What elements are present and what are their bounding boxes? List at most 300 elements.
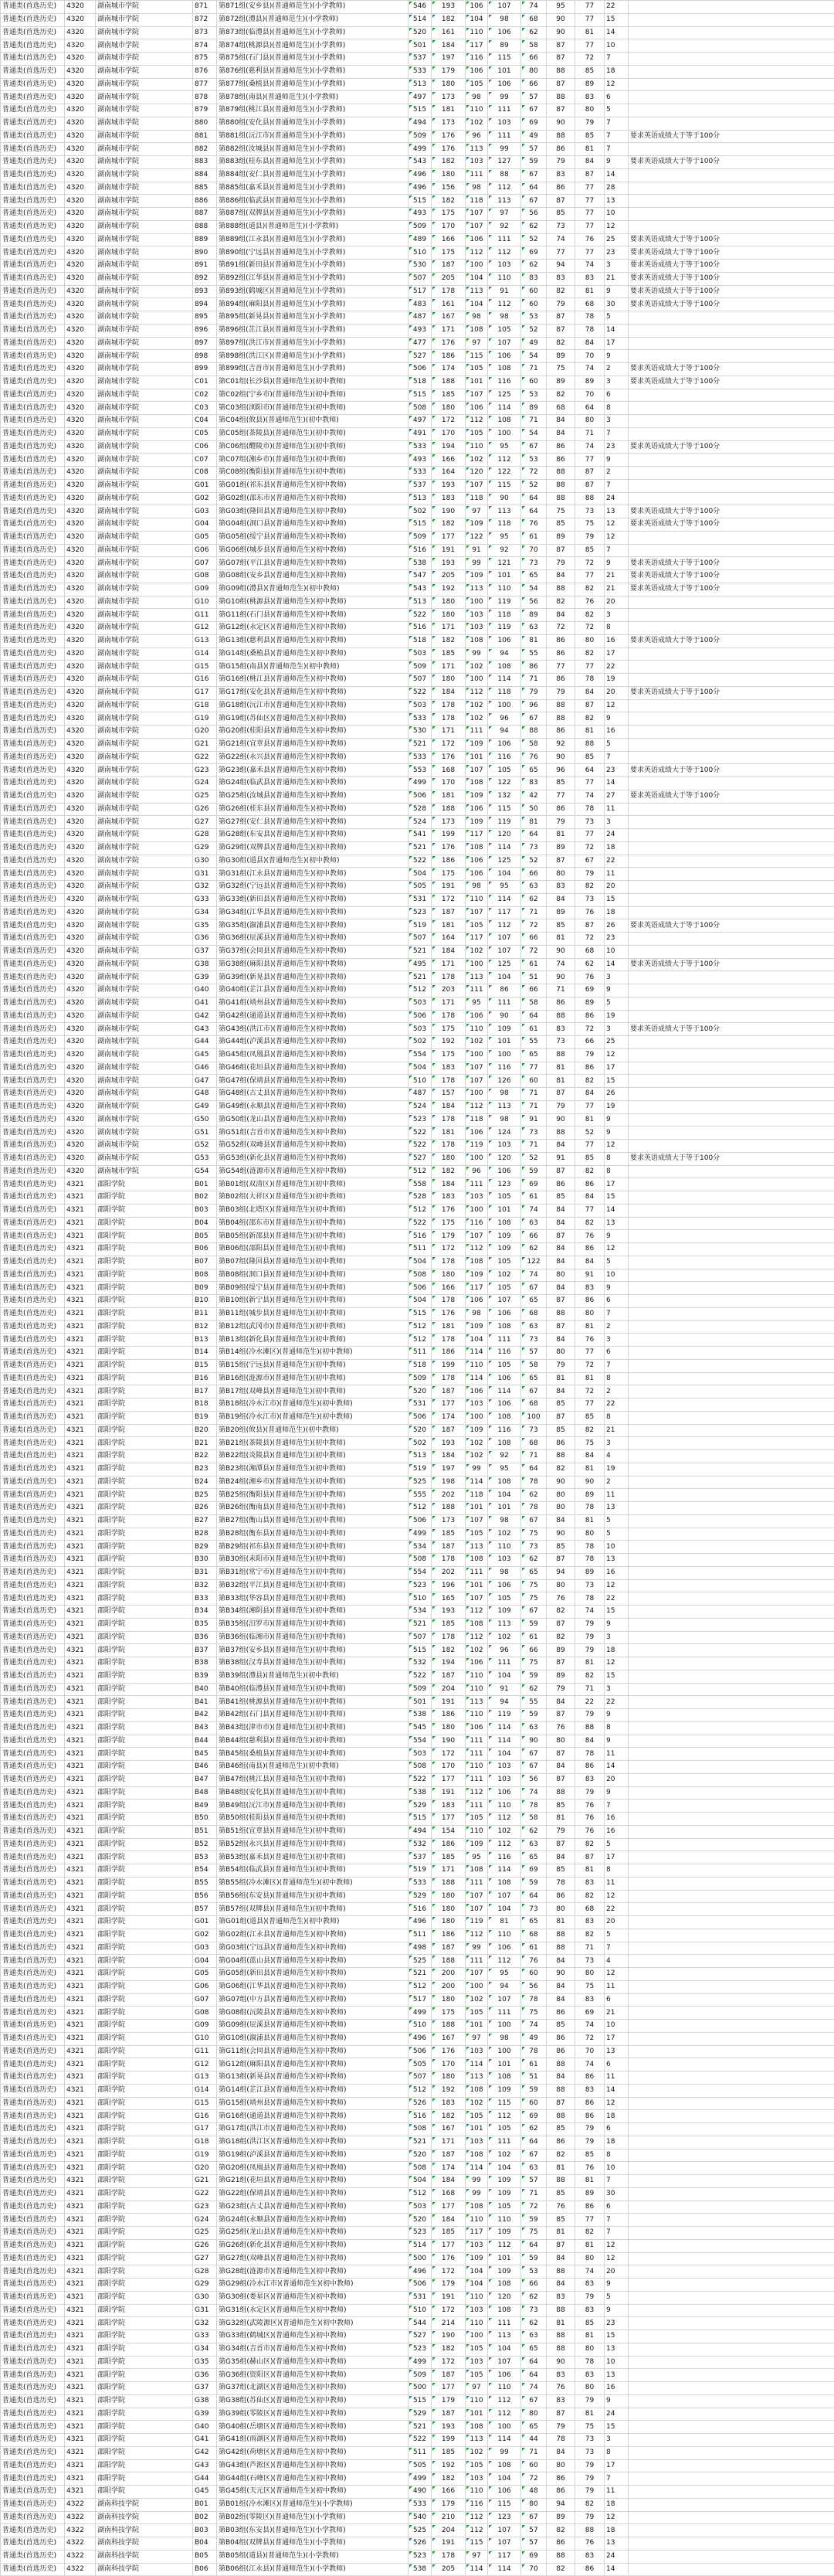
group-code-cell[interactable]: G37 [193, 2382, 217, 2395]
category-cell[interactable]: 普通类(首选历史) [1, 906, 65, 919]
group-code-cell[interactable]: G05 [193, 1968, 217, 1981]
school-code-cell[interactable]: 4320 [65, 143, 96, 156]
group-code-cell[interactable]: B45 [193, 1748, 217, 1761]
score-5-cell[interactable]: 83 [547, 272, 575, 285]
score-6-cell[interactable]: 73 [575, 816, 605, 829]
score-3-cell[interactable]: 104 [488, 971, 521, 984]
school-name-cell[interactable]: 湖南城市学院 [96, 971, 193, 984]
school-name-cell[interactable]: 邵阳学院 [96, 1838, 193, 1851]
category-cell[interactable]: 普通类(首选历史) [1, 751, 65, 764]
score-1-cell[interactable]: 166 [432, 233, 466, 246]
rank-cell[interactable]: 22 [605, 1398, 629, 1412]
school-name-cell[interactable]: 邵阳学院 [96, 1696, 193, 1709]
score-4-cell[interactable]: 52 [521, 324, 547, 337]
total-score-cell[interactable]: 526 [409, 2537, 432, 2551]
score-6-cell[interactable]: 81 [575, 285, 605, 298]
score-6-cell[interactable]: 73 [575, 893, 605, 906]
school-name-cell[interactable]: 邵阳学院 [96, 1592, 193, 1606]
score-2-cell[interactable]: 107 [466, 1890, 488, 1903]
school-name-cell[interactable]: 邵阳学院 [96, 1631, 193, 1644]
score-4-cell[interactable]: 49 [521, 2032, 547, 2045]
group-code-cell[interactable]: G19 [193, 712, 217, 726]
score-4-cell[interactable]: 81 [521, 634, 547, 647]
school-name-cell[interactable]: 湖南城市学院 [96, 311, 193, 325]
score-2-cell[interactable]: 108 [466, 1554, 488, 1567]
score-6-cell[interactable]: 82 [575, 647, 605, 661]
note-cell[interactable] [629, 1178, 834, 1191]
total-score-cell[interactable]: 522 [409, 1140, 432, 1153]
score-1-cell[interactable]: 183 [432, 1191, 466, 1205]
score-1-cell[interactable]: 178 [432, 1010, 466, 1023]
category-cell[interactable]: 普通类(首选历史) [1, 674, 65, 687]
school-name-cell[interactable]: 湖南城市学院 [96, 337, 193, 350]
score-1-cell[interactable]: 172 [432, 2265, 466, 2279]
score-3-cell[interactable]: 119 [488, 596, 521, 609]
score-4-cell[interactable]: 65 [521, 1295, 547, 1308]
total-score-cell[interactable]: 515 [409, 389, 432, 402]
group-code-cell[interactable]: G50 [193, 1113, 217, 1127]
category-cell[interactable]: 普通类(首选历史) [1, 1761, 65, 1774]
group-code-cell[interactable]: G09 [193, 2020, 217, 2033]
score-2-cell[interactable]: 96 [466, 1165, 488, 1178]
school-name-cell[interactable]: 湖南城市学院 [96, 156, 193, 169]
score-5-cell[interactable]: 86 [547, 2032, 575, 2045]
school-name-cell[interactable]: 湖南科技学院 [96, 2524, 193, 2537]
total-score-cell[interactable]: 523 [409, 2227, 432, 2240]
school-code-cell[interactable]: 4321 [65, 1424, 96, 1437]
score-3-cell[interactable]: 107 [488, 1295, 521, 1308]
group-name-cell[interactable]: 第G24组(永顺县)(普通师范生)(初中教师) [217, 2214, 409, 2227]
score-4-cell[interactable]: 55 [521, 647, 547, 661]
group-name-cell[interactable]: 第G45组(凤凰县)(普通师范生)(初中教师) [217, 1048, 409, 1062]
category-cell[interactable]: 普通类(首选历史) [1, 1864, 65, 1878]
school-name-cell[interactable]: 邵阳学院 [96, 1347, 193, 1360]
total-score-cell[interactable]: 518 [409, 376, 432, 389]
note-cell[interactable] [629, 117, 834, 130]
category-cell[interactable]: 普通类(首选历史) [1, 2007, 65, 2020]
score-3-cell[interactable]: 111 [488, 2136, 521, 2149]
rank-cell[interactable]: 11 [605, 1980, 629, 1993]
score-2-cell[interactable]: 103 [466, 1398, 488, 1412]
score-5-cell[interactable]: 87 [547, 39, 575, 53]
note-cell[interactable]: 要求英语成绩大于等于100分 [629, 298, 834, 311]
school-code-cell[interactable]: 4321 [65, 1269, 96, 1282]
score-6-cell[interactable]: 76 [575, 2162, 605, 2175]
school-code-cell[interactable]: 4320 [65, 168, 96, 182]
score-2-cell[interactable]: 105 [466, 427, 488, 440]
score-5-cell[interactable]: 87 [547, 53, 575, 66]
score-6-cell[interactable]: 77 [575, 454, 605, 467]
rank-cell[interactable]: 12 [605, 1579, 629, 1592]
rank-cell[interactable]: 20 [605, 596, 629, 609]
note-cell[interactable] [629, 2486, 834, 2499]
score-2-cell[interactable]: 98 [466, 881, 488, 894]
group-code-cell[interactable]: G47 [193, 1075, 217, 1088]
score-1-cell[interactable]: 184 [432, 1100, 466, 1113]
group-name-cell[interactable]: 第G04组(蓝山县)(普通师范生)(初中教师) [217, 1955, 409, 1968]
rank-cell[interactable]: 7 [605, 2227, 629, 2240]
category-cell[interactable]: 普通类(首选历史) [1, 2459, 65, 2472]
score-5-cell[interactable]: 81 [547, 2162, 575, 2175]
group-code-cell[interactable]: B32 [193, 1579, 217, 1592]
category-cell[interactable]: 普通类(首选历史) [1, 350, 65, 363]
school-code-cell[interactable]: 4320 [65, 933, 96, 946]
school-code-cell[interactable]: 4320 [65, 531, 96, 544]
score-4-cell[interactable]: 61 [521, 531, 547, 544]
score-2-cell[interactable]: 113 [466, 143, 488, 156]
school-name-cell[interactable]: 邵阳学院 [96, 2369, 193, 2382]
total-score-cell[interactable]: 508 [409, 2123, 432, 2136]
note-cell[interactable] [629, 868, 834, 881]
category-cell[interactable]: 普通类(首选历史) [1, 1968, 65, 1981]
group-code-cell[interactable]: B30 [193, 1554, 217, 1567]
score-3-cell[interactable]: 114 [488, 1735, 521, 1748]
score-5-cell[interactable]: 90 [547, 971, 575, 984]
score-1-cell[interactable]: 214 [432, 2317, 466, 2330]
rank-cell[interactable]: 8 [605, 402, 629, 415]
score-6-cell[interactable]: 62 [575, 958, 605, 971]
score-2-cell[interactable]: 118 [466, 492, 488, 505]
group-name-cell[interactable]: 第G21组(宜章县)(普通师范生)(初中教师) [217, 738, 409, 751]
score-2-cell[interactable]: 103 [466, 2472, 488, 2486]
rank-cell[interactable]: 7 [605, 53, 629, 66]
note-cell[interactable]: 要求英语成绩大于等于100分 [629, 156, 834, 169]
school-name-cell[interactable]: 湖南城市学院 [96, 634, 193, 647]
group-code-cell[interactable]: G06 [193, 1980, 217, 1993]
category-cell[interactable]: 普通类(首选历史) [1, 997, 65, 1010]
score-5-cell[interactable]: 82 [547, 2149, 575, 2162]
group-code-cell[interactable]: G22 [193, 751, 217, 764]
score-1-cell[interactable]: 182 [432, 1644, 466, 1657]
score-3-cell[interactable]: 108 [488, 2071, 521, 2085]
score-1-cell[interactable]: 185 [432, 1528, 466, 1541]
school-name-cell[interactable]: 湖南城市学院 [96, 1113, 193, 1127]
total-score-cell[interactable]: 527 [409, 1152, 432, 1165]
score-4-cell[interactable]: 65 [521, 1566, 547, 1579]
total-score-cell[interactable]: 522 [409, 686, 432, 699]
score-2-cell[interactable]: 110 [466, 1761, 488, 1774]
group-code-cell[interactable]: 880 [193, 117, 217, 130]
total-score-cell[interactable]: 521 [409, 2136, 432, 2149]
group-code-cell[interactable]: G41 [193, 2434, 217, 2447]
note-cell[interactable] [629, 220, 834, 233]
score-4-cell[interactable]: 71 [521, 415, 547, 428]
score-3-cell[interactable]: 114 [488, 841, 521, 855]
note-cell[interactable] [629, 2472, 834, 2486]
score-1-cell[interactable]: 184 [432, 2175, 466, 2188]
group-name-cell[interactable]: 第G45组(天元区)(普通师范生)(初中教师) [217, 2486, 409, 2499]
score-3-cell[interactable]: 106 [488, 2486, 521, 2499]
score-2-cell[interactable]: 95 [466, 997, 488, 1010]
category-cell[interactable]: 普通类(首选历史) [1, 841, 65, 855]
score-6-cell[interactable]: 85 [575, 65, 605, 78]
score-6-cell[interactable]: 72 [575, 2032, 605, 2045]
score-5-cell[interactable]: 88 [547, 479, 575, 492]
category-cell[interactable]: 普通类(首选历史) [1, 1230, 65, 1243]
rank-cell[interactable]: 19 [605, 674, 629, 687]
score-6-cell[interactable]: 80 [575, 634, 605, 647]
total-score-cell[interactable]: 528 [409, 803, 432, 816]
score-3-cell[interactable]: 89 [488, 39, 521, 53]
score-1-cell[interactable]: 170 [432, 427, 466, 440]
group-code-cell[interactable]: 893 [193, 285, 217, 298]
note-cell[interactable]: 要求英语成绩大于等于100分 [629, 570, 834, 583]
total-score-cell[interactable]: 527 [409, 2330, 432, 2343]
group-code-cell[interactable]: B14 [193, 1347, 217, 1360]
school-code-cell[interactable]: 4321 [65, 1282, 96, 1295]
score-3-cell[interactable]: 81 [488, 1916, 521, 1929]
score-6-cell[interactable]: 73 [575, 2434, 605, 2447]
total-score-cell[interactable]: 498 [409, 1942, 432, 1955]
school-code-cell[interactable]: 4320 [65, 454, 96, 467]
score-4-cell[interactable]: 78 [521, 1993, 547, 2007]
note-cell[interactable] [629, 1256, 834, 1269]
note-cell[interactable] [629, 2356, 834, 2369]
score-5-cell[interactable]: 80 [547, 1502, 575, 1515]
category-cell[interactable]: 普通类(首选历史) [1, 1372, 65, 1385]
score-5-cell[interactable]: 84 [547, 1980, 575, 1993]
score-4-cell[interactable]: 57 [521, 2175, 547, 2188]
score-3-cell[interactable]: 92 [488, 544, 521, 557]
category-cell[interactable]: 普通类(首选历史) [1, 2498, 65, 2511]
score-4-cell[interactable]: 56 [521, 208, 547, 221]
group-code-cell[interactable]: B16 [193, 1372, 217, 1385]
score-5-cell[interactable]: 89 [547, 906, 575, 919]
note-cell[interactable] [629, 1786, 834, 1799]
group-name-cell[interactable]: 第G28组(涟源市)(普通师范生)(初中教师) [217, 2265, 409, 2279]
score-3-cell[interactable]: 109 [488, 2227, 521, 2240]
school-code-cell[interactable]: 4320 [65, 479, 96, 492]
category-cell[interactable]: 普通类(首选历史) [1, 557, 65, 570]
group-name-cell[interactable]: 第G48组(古丈县)(普通师范生)(初中教师) [217, 1088, 409, 1101]
school-code-cell[interactable]: 4321 [65, 1334, 96, 1347]
group-name-cell[interactable]: 第G05组(绥宁县)(普通师范生)(初中教师) [217, 531, 409, 544]
score-1-cell[interactable]: 187 [432, 2408, 466, 2421]
school-code-cell[interactable]: 4321 [65, 2007, 96, 2020]
group-code-cell[interactable]: G12 [193, 2058, 217, 2071]
score-6-cell[interactable]: 86 [575, 2071, 605, 2085]
category-cell[interactable]: 普通类(首选历史) [1, 1411, 65, 1424]
score-4-cell[interactable]: 70 [521, 2563, 547, 2576]
school-name-cell[interactable]: 湖南城市学院 [96, 467, 193, 480]
group-code-cell[interactable]: B19 [193, 1411, 217, 1424]
group-code-cell[interactable]: G29 [193, 2279, 217, 2292]
score-1-cell[interactable]: 176 [432, 143, 466, 156]
group-code-cell[interactable]: B37 [193, 1644, 217, 1657]
score-6-cell[interactable]: 72 [575, 841, 605, 855]
rank-cell[interactable]: 9 [605, 454, 629, 467]
category-cell[interactable]: 普通类(首选历史) [1, 1670, 65, 1683]
school-name-cell[interactable]: 湖南城市学院 [96, 376, 193, 389]
score-4-cell[interactable]: 72 [521, 945, 547, 958]
note-cell[interactable] [629, 1424, 834, 1437]
rank-cell[interactable]: 11 [605, 2071, 629, 2085]
group-code-cell[interactable]: G24 [193, 777, 217, 790]
score-2-cell[interactable]: 113 [466, 2434, 488, 2447]
group-code-cell[interactable]: B11 [193, 1307, 217, 1320]
score-3-cell[interactable]: 118 [488, 518, 521, 532]
note-cell[interactable]: 要求英语成绩大于等于100分 [629, 246, 834, 260]
total-score-cell[interactable]: 506 [409, 1411, 432, 1424]
note-cell[interactable] [629, 2279, 834, 2292]
school-name-cell[interactable]: 邵阳学院 [96, 1773, 193, 1786]
score-2-cell[interactable]: 107 [466, 1075, 488, 1088]
note-cell[interactable] [629, 829, 834, 842]
score-1-cell[interactable]: 180 [432, 1269, 466, 1282]
score-6-cell[interactable]: 77 [575, 1100, 605, 1113]
score-5-cell[interactable]: 86 [547, 2136, 575, 2149]
score-6-cell[interactable]: 83 [575, 272, 605, 285]
group-name-cell[interactable]: 第C02组(宁乡市)(普通师范生)(初中教师) [217, 389, 409, 402]
score-1-cell[interactable]: 187 [432, 906, 466, 919]
total-score-cell[interactable]: 521 [409, 738, 432, 751]
score-1-cell[interactable]: 179 [432, 2279, 466, 2292]
rank-cell[interactable]: 8 [605, 1152, 629, 1165]
category-cell[interactable]: 普通类(首选历史) [1, 2175, 65, 2188]
score-4-cell[interactable]: 58 [521, 39, 547, 53]
total-score-cell[interactable]: 514 [409, 2239, 432, 2252]
school-name-cell[interactable]: 湖南城市学院 [96, 609, 193, 622]
score-5-cell[interactable]: 88 [547, 2175, 575, 2188]
score-3-cell[interactable]: 102 [488, 1528, 521, 1541]
school-name-cell[interactable]: 湖南科技学院 [96, 2550, 193, 2563]
total-score-cell[interactable]: 541 [409, 829, 432, 842]
group-code-cell[interactable]: B56 [193, 1890, 217, 1903]
group-code-cell[interactable]: G05 [193, 531, 217, 544]
group-name-cell[interactable]: 第G02组(邵东市)(普通师范生)(初中教师) [217, 492, 409, 505]
score-4-cell[interactable]: 64 [521, 829, 547, 842]
group-name-cell[interactable]: 第G15组(南县)(普通师范生)(初中教师) [217, 661, 409, 674]
score-3-cell[interactable]: 109 [488, 1023, 521, 1036]
score-3-cell[interactable]: 105 [488, 1592, 521, 1606]
score-1-cell[interactable]: 205 [432, 570, 466, 583]
score-3-cell[interactable]: 125 [488, 958, 521, 971]
school-name-cell[interactable]: 邵阳学院 [96, 1230, 193, 1243]
score-3-cell[interactable]: 88 [488, 168, 521, 182]
score-1-cell[interactable]: 175 [432, 2007, 466, 2020]
category-cell[interactable]: 普通类(首选历史) [1, 156, 65, 169]
school-name-cell[interactable]: 湖南城市学院 [96, 324, 193, 337]
score-6-cell[interactable]: 52 [575, 1127, 605, 1140]
school-name-cell[interactable]: 湖南城市学院 [96, 246, 193, 260]
score-4-cell[interactable]: 49 [521, 337, 547, 350]
rank-cell[interactable]: 25 [605, 233, 629, 246]
score-5-cell[interactable]: 86 [547, 634, 575, 647]
score-3-cell[interactable]: 102 [488, 1825, 521, 1838]
school-code-cell[interactable]: 4321 [65, 1256, 96, 1269]
total-score-cell[interactable]: 483 [409, 298, 432, 311]
note-cell[interactable] [629, 2382, 834, 2395]
total-score-cell[interactable]: 491 [409, 427, 432, 440]
total-score-cell[interactable]: 508 [409, 1554, 432, 1567]
category-cell[interactable]: 普通类(首选历史) [1, 1204, 65, 1217]
score-3-cell[interactable]: 120 [488, 2291, 521, 2304]
score-3-cell[interactable]: 109 [488, 2265, 521, 2279]
total-score-cell[interactable]: 533 [409, 440, 432, 454]
note-cell[interactable] [629, 78, 834, 91]
school-code-cell[interactable]: 4321 [65, 1761, 96, 1774]
group-name-cell[interactable]: 第G28组(东安县)(普通师范生)(初中教师) [217, 829, 409, 842]
score-1-cell[interactable]: 172 [432, 2356, 466, 2369]
score-3-cell[interactable]: 113 [488, 2330, 521, 2343]
group-name-cell[interactable]: 第B20组(攸县)(普通师范生)(初中教师) [217, 1424, 409, 1437]
note-cell[interactable] [629, 1657, 834, 1670]
score-5-cell[interactable]: 86 [547, 726, 575, 739]
score-4-cell[interactable]: 76 [521, 751, 547, 764]
score-5-cell[interactable]: 79 [547, 156, 575, 169]
category-cell[interactable]: 普通类(首选历史) [1, 2394, 65, 2408]
group-code-cell[interactable]: B55 [193, 1877, 217, 1890]
rank-cell[interactable]: 22 [605, 1696, 629, 1709]
rank-cell[interactable]: 12 [605, 2252, 629, 2265]
rank-cell[interactable]: 9 [605, 1282, 629, 1295]
total-score-cell[interactable]: 496 [409, 2265, 432, 2279]
total-score-cell[interactable]: 534 [409, 1606, 432, 1619]
score-3-cell[interactable]: 100 [488, 1048, 521, 1062]
score-1-cell[interactable]: 171 [432, 661, 466, 674]
score-5-cell[interactable]: 84 [547, 1955, 575, 1968]
school-name-cell[interactable]: 湖南城市学院 [96, 168, 193, 182]
total-score-cell[interactable]: 538 [409, 1786, 432, 1799]
score-3-cell[interactable]: 107 [488, 2524, 521, 2537]
score-3-cell[interactable]: 116 [488, 1851, 521, 1864]
rank-cell[interactable]: 9 [605, 285, 629, 298]
score-1-cell[interactable]: 178 [432, 712, 466, 726]
school-code-cell[interactable]: 4321 [65, 1618, 96, 1631]
score-4-cell[interactable]: 62 [521, 1243, 547, 1256]
group-name-cell[interactable]: 第B23组(湘潭县)(普通师范生)(初中教师) [217, 1463, 409, 1476]
category-cell[interactable]: 普通类(首选历史) [1, 2071, 65, 2085]
rank-cell[interactable]: 10 [605, 2356, 629, 2369]
school-name-cell[interactable]: 邵阳学院 [96, 2394, 193, 2408]
total-score-cell[interactable]: 502 [409, 505, 432, 518]
school-code-cell[interactable]: 4321 [65, 2227, 96, 2240]
school-code-cell[interactable]: 4321 [65, 2472, 96, 2486]
score-3-cell[interactable]: 104 [488, 2162, 521, 2175]
score-5-cell[interactable]: 80 [547, 1579, 575, 1592]
score-1-cell[interactable]: 185 [432, 2227, 466, 2240]
rank-cell[interactable]: 17 [605, 1178, 629, 1191]
school-name-cell[interactable]: 邵阳学院 [96, 1334, 193, 1347]
school-name-cell[interactable]: 湖南科技学院 [96, 2511, 193, 2524]
total-score-cell[interactable]: 499 [409, 1528, 432, 1541]
rank-cell[interactable]: 12 [605, 2097, 629, 2110]
note-cell[interactable]: 要求英语成绩大于等于100分 [629, 686, 834, 699]
school-code-cell[interactable]: 4320 [65, 1036, 96, 1049]
score-4-cell[interactable]: 64 [521, 2136, 547, 2149]
rank-cell[interactable]: 7 [605, 427, 629, 440]
note-cell[interactable] [629, 1269, 834, 1282]
group-code-cell[interactable]: 887 [193, 208, 217, 221]
school-name-cell[interactable]: 湖南城市学院 [96, 686, 193, 699]
note-cell[interactable] [629, 2071, 834, 2085]
note-cell[interactable] [629, 945, 834, 958]
score-3-cell[interactable]: 92 [488, 1450, 521, 1463]
score-4-cell[interactable]: 68 [521, 1307, 547, 1320]
rank-cell[interactable]: 9 [605, 1127, 629, 1140]
score-6-cell[interactable]: 73 [575, 2446, 605, 2459]
score-3-cell[interactable]: 102 [488, 1269, 521, 1282]
school-code-cell[interactable]: 4320 [65, 260, 96, 273]
group-name-cell[interactable]: 第B02组(大祥区)(普通师范生)(初中教师) [217, 1191, 409, 1205]
group-code-cell[interactable]: B06 [193, 1243, 217, 1256]
score-5-cell[interactable]: 88 [547, 583, 575, 596]
school-code-cell[interactable]: 4321 [65, 1437, 96, 1450]
score-5-cell[interactable]: 85 [547, 208, 575, 221]
score-4-cell[interactable]: 65 [521, 1916, 547, 1929]
score-3-cell[interactable]: 103 [488, 1773, 521, 1786]
score-1-cell[interactable]: 192 [432, 583, 466, 596]
